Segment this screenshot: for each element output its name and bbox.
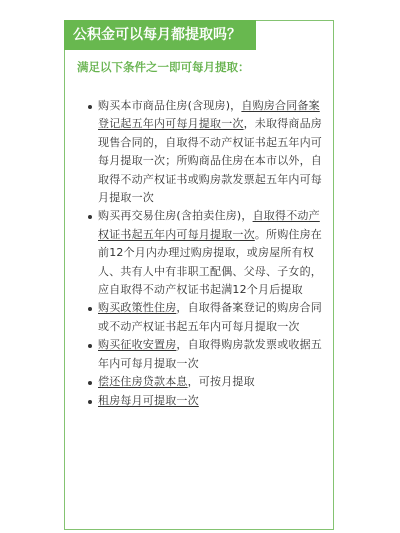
item-text: ，可按月提取 xyxy=(187,375,255,389)
item-text: 。所购住房在前12个月内办理过购房提取，或房屋所有权人、共有人中有非职工配偶、父母、子女的，应自取得不动产权证书起满12个月后提取 xyxy=(98,227,323,297)
item-text: 购买再交易住房(含拍卖住房)， xyxy=(98,209,253,223)
conditions-intro: 满足以下条件之一即可每月提取： xyxy=(77,60,250,74)
card-title-text: 公积金可以每月都提取吗？ xyxy=(73,27,241,43)
bullet-dot-icon xyxy=(88,400,92,404)
item-text: ，未取得商品房现售合同的，自取得不动产权证书起五年内可每月提取一次；所购商品住房在本市以外，自取得不动产权证书或购房款发票起五年内可每月提取一次 xyxy=(98,117,323,205)
item-text-underlined: 自购房合同备案登记起五年内可每月提取一次 xyxy=(98,99,320,131)
list-item xyxy=(88,336,328,373)
bullet-dot-icon xyxy=(88,381,92,385)
list-item xyxy=(88,299,328,336)
bullet-dot-icon xyxy=(88,105,92,109)
list-item xyxy=(88,207,328,299)
item-text-underlined: 租房每月可提取一次 xyxy=(98,393,199,407)
list-item xyxy=(88,392,328,410)
item-text: ，自取得备案登记的购房合同或不动产权证书起五年内可每月提取一次 xyxy=(98,301,323,333)
list-item xyxy=(88,97,328,207)
conditions-list xyxy=(88,97,328,410)
bullet-dot-icon xyxy=(88,307,92,311)
item-text-underlined: 自取得不动产权证书起五年内可每月提取一次 xyxy=(98,209,320,241)
item-text-underlined: 购买征收安置房 xyxy=(98,338,177,352)
item-text: ，自取得购房款发票或收据五年内可每月提取一次 xyxy=(98,338,323,370)
list-item xyxy=(88,373,328,391)
item-text: 购买本市商品住房(含现房)， xyxy=(98,99,242,112)
item-text-underlined: 偿还住房贷款本息 xyxy=(98,375,188,389)
bullet-dot-icon xyxy=(88,215,92,219)
bullet-dot-icon xyxy=(88,344,92,348)
item-text-underlined: 购买政策性住房 xyxy=(98,301,177,315)
card-title xyxy=(64,20,256,50)
